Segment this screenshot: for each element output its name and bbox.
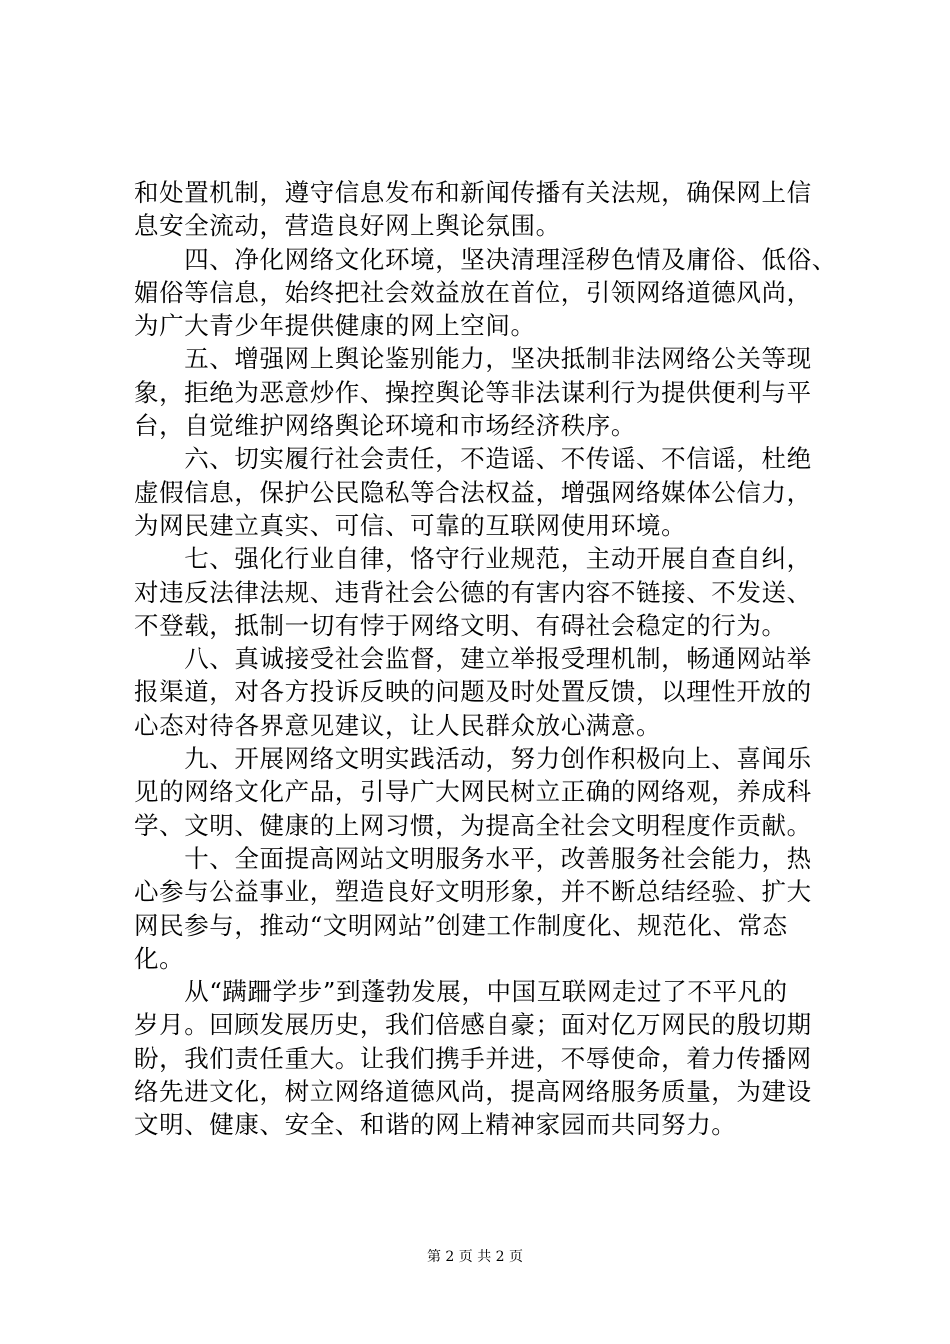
text-line: 岁月。回顾发展历史，我们倍感自豪；面对亿万网民的殷切期 xyxy=(134,1010,812,1040)
text-line: 化。 xyxy=(134,943,185,973)
text-line: 八、真诚接受社会监督，建立举报受理机制，畅通网站举 xyxy=(134,644,812,674)
text-line: 六、切实履行社会责任，不造谣、不传谣、不信谣，杜绝 xyxy=(134,444,812,474)
text-line: 从“蹒跚学步”到蓬勃发展，中国互联网走过了不平凡的 xyxy=(134,977,788,1007)
text-line: 象，拒绝为恶意炒作、操控舆论等非法谋利行为提供便利与平 xyxy=(134,377,812,407)
text-line: 十、全面提高网站文明服务水平，改善服务社会能力，热 xyxy=(134,843,812,873)
text-line: 五、增强网上舆论鉴别能力，坚决抵制非法网络公关等现 xyxy=(134,344,812,374)
text-line: 学、文明、健康的上网习惯，为提高全社会文明程度作贡献。 xyxy=(134,810,812,840)
document-body xyxy=(134,176,837,1142)
text-line: 盼，我们责任重大。让我们携手并进，不辱使命，着力传播网 xyxy=(134,1043,812,1073)
text-line: 为广大青少年提供健康的网上空间。 xyxy=(134,311,536,341)
text-line: 息安全流动，营造良好网上舆论氛围。 xyxy=(134,211,561,241)
text-line: 见的网络文化产品，引导广大网民树立正确的网络观，养成科 xyxy=(134,777,812,807)
text-line: 心参与公益事业，塑造良好文明形象，并不断总结经验、扩大 xyxy=(134,877,812,907)
text-line: 和处置机制，遵守信息发布和新闻传播有关法规，确保网上信 xyxy=(134,178,812,207)
text-line: 虚假信息，保护公民隐私等合法权益，增强网络媒体公信力， xyxy=(134,477,812,507)
text-line: 媚俗等信息，始终把社会效益放在首位，引领网络道德风尚， xyxy=(134,277,812,307)
text-line: 网民参与，推动“文明网站”创建工作制度化、规范化、常态 xyxy=(134,910,788,940)
text-line: 不登载，抵制一切有悖于网络文明、有碍社会稳定的行为。 xyxy=(134,610,787,640)
page-number-footer: 第 2 页 共 2 页 xyxy=(426,1249,524,1265)
text-line: 七、强化行业自律，恪守行业规范，主动开展自查自纠， xyxy=(134,544,812,574)
text-line: 为网民建立真实、可信、可靠的互联网使用环境。 xyxy=(134,510,687,540)
text-line: 文明、健康、安全、和谐的网上精神家园而共同努力。 xyxy=(134,1110,737,1140)
text-line: 心态对待各界意见建议，让人民群众放心满意。 xyxy=(134,710,662,740)
text-line: 四、净化网络文化环境，坚决清理淫秽色情及庸俗、低俗、 xyxy=(134,244,837,274)
text-line: 报渠道，对各方投诉反映的问题及时处置反馈，以理性开放的 xyxy=(134,677,812,707)
text-line: 台，自觉维护网络舆论环境和市场经济秩序。 xyxy=(134,411,636,441)
text-line: 对违反法律法规、违背社会公德的有害内容不链接、不发送、 xyxy=(134,577,812,607)
text-line: 络先进文化，树立网络道德风尚，提高网络服务质量，为建设 xyxy=(134,1077,812,1107)
text-line: 九、开展网络文明实践活动，努力创作积极向上、喜闻乐 xyxy=(134,744,812,774)
